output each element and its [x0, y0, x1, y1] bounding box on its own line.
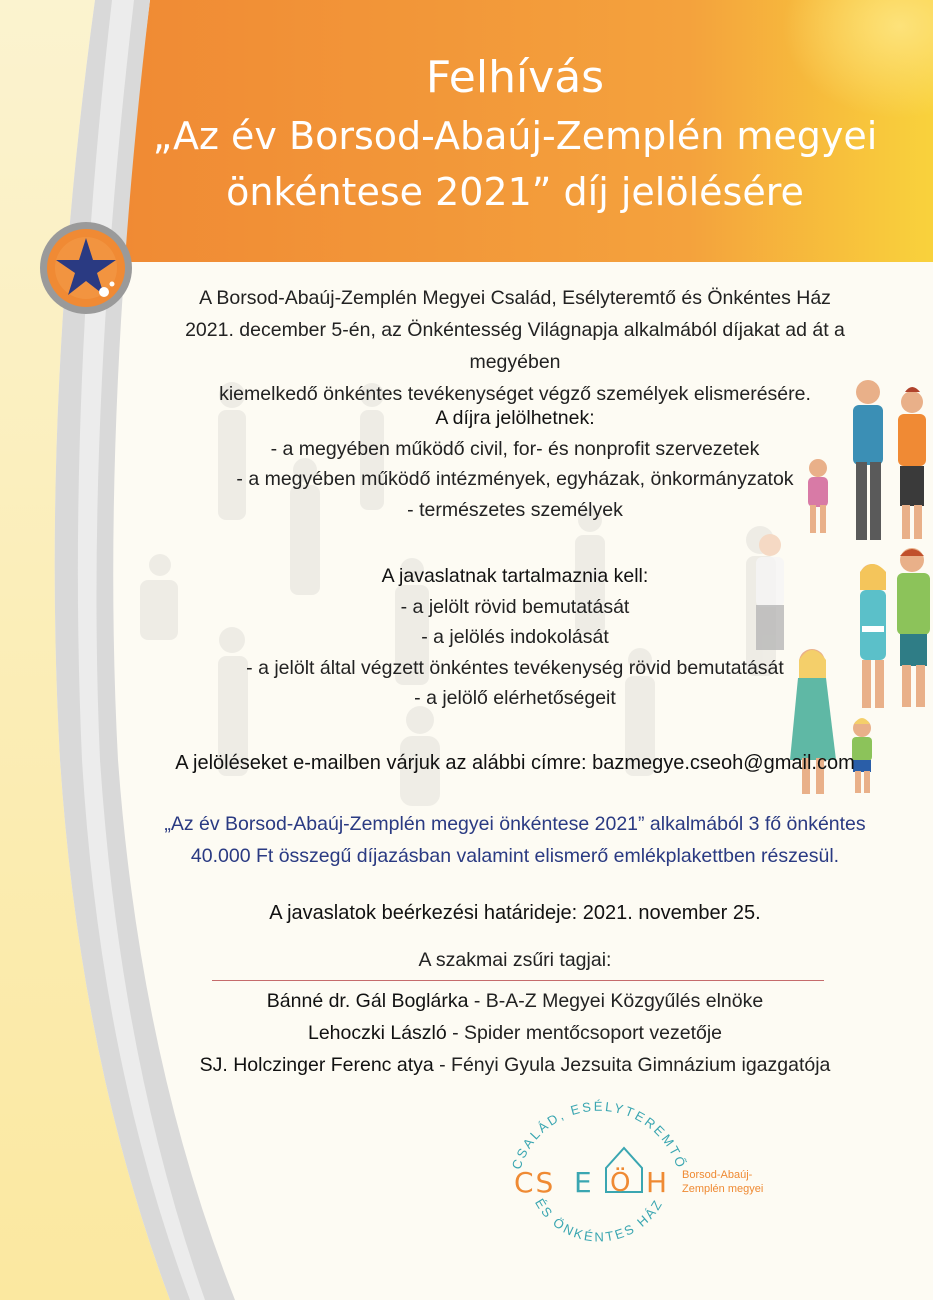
logo-arc-top: CSALÁD, ESÉLYTEREMTŐ: [508, 1098, 690, 1172]
svg-text:CSALÁD, ESÉLYTEREMTŐ: [509, 1099, 690, 1172]
intro-line-3: kiemelkedő önkéntes tevékenységet végző személyek elismerésére.: [219, 383, 811, 405]
jury-member-role: - B-A-Z Megyei Közgyűlés elnöke: [468, 990, 764, 1012]
jury-member: [150, 1049, 880, 1081]
title-line-3: önkéntese 2021” díj jelölésére: [226, 170, 804, 214]
nominators-item: - a megyében működő civil, for- és nonprofit szervezetek: [270, 437, 760, 460]
svg-text:ÉS ÖNKÉNTES HÁZ: [532, 1196, 666, 1245]
jury-heading: A szakmai zsűri tagjai:: [418, 949, 612, 971]
contents-heading: A javaslatnak tartalmaznia kell:: [381, 565, 649, 587]
nominators-section: [150, 403, 880, 525]
nominators-item: - természetes személyek: [407, 498, 623, 521]
contents-item: - a jelölés indokolását: [421, 626, 609, 648]
jury-list: [150, 985, 880, 1081]
deadline-text: A javaslatok beérkezési határideje: 2021. november 25.: [269, 902, 761, 924]
prize-description: [150, 808, 880, 872]
title-line-1: Felhívás: [425, 52, 605, 103]
page-title: [150, 48, 880, 220]
jury-member-role: - Fényi Gyula Jezsuita Gimnázium igazgatója: [433, 1054, 831, 1076]
logo-wordmark-o: Ö: [610, 1168, 631, 1198]
nominators-heading: A díjra jelölhetnek:: [435, 407, 595, 429]
contents-item: - a jelölt által végzett önkéntes tevékenység rövid bemutatását: [246, 656, 784, 679]
contents-item: - a jelölő elérhetőségeit: [414, 687, 616, 709]
title-line-2: „Az év Borsod-Abaúj-Zemplén megyei: [152, 114, 878, 158]
intro-paragraph: [150, 282, 880, 410]
jury-member: [150, 985, 880, 1017]
logo-wordmark-e: E: [574, 1166, 592, 1199]
contents-item: - a jelölt rövid bemutatását: [400, 595, 630, 618]
jury-divider: [212, 980, 824, 981]
intro-line-2: 2021. december 5-én, az Önkéntesség Világnapja alkalmából díjakat ad át a megyében: [185, 319, 845, 373]
logo-arc-bottom: ÉS ÖNKÉNTES HÁZ: [532, 1195, 666, 1245]
jury-member-name: Bánné dr. Gál Boglárka: [266, 990, 469, 1012]
prize-line-2: 40.000 Ft összegű díjazásban valamint elismerő emlékplakettben részesül.: [190, 845, 840, 867]
prize-line-1: „Az év Borsod-Abaúj-Zemplén megyei önkéntese 2021” alkalmából 3 fő önkéntes: [164, 813, 866, 835]
proposal-contents-section: [150, 561, 880, 714]
jury-member: [150, 1017, 880, 1049]
intro-line-1: A Borsod-Abaúj-Zemplén Megyei Család, Esélyteremtő és Önkéntes Ház: [199, 287, 831, 309]
logo-wordmark-h: H: [646, 1166, 668, 1199]
jury-member-role: - Spider mentőcsoport vezetője: [446, 1022, 723, 1044]
jury-member-name: Lehoczki László: [307, 1022, 447, 1044]
nominators-item: - a megyében működő intézmények, egyházak, önkormányzatok: [236, 468, 794, 490]
logo-side-line-1: Borsod-Abaúj-: [682, 1169, 753, 1181]
logo-wordmark-cs: CS: [514, 1166, 556, 1199]
email-instruction: A jelöléseket e-mailben várjuk az alábbi címre: bazmegye.cseoh@gmail.com: [175, 752, 855, 774]
logo-side-line-2: Zemplén megyei: [682, 1183, 764, 1195]
cseoh-logo: [500, 1098, 780, 1258]
jury-member-name: SJ. Holczinger Ferenc atya: [199, 1054, 434, 1076]
star-badge-icon: [38, 220, 134, 316]
